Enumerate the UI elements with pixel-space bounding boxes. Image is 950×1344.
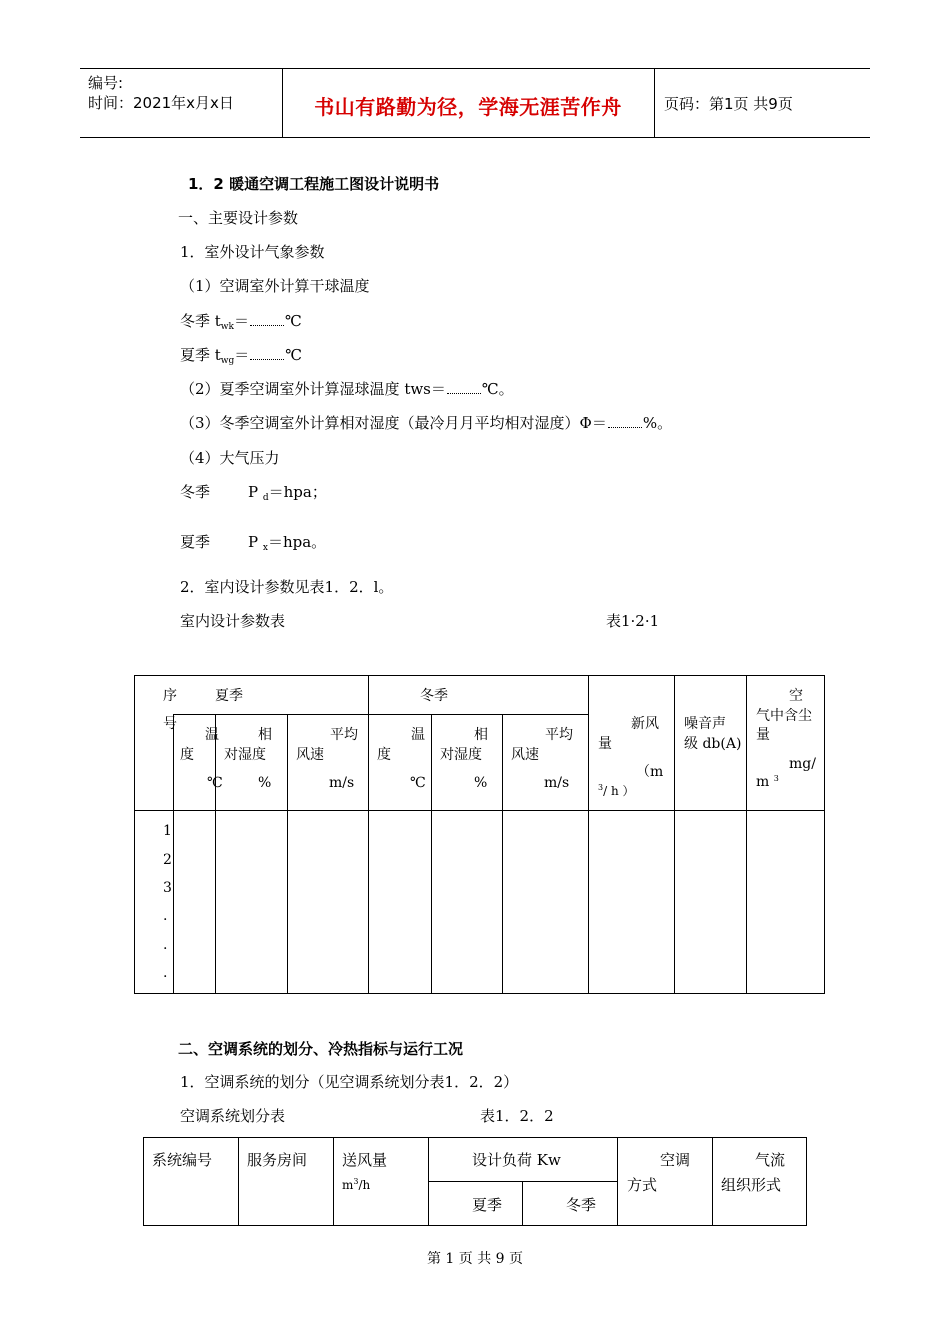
- table-number: 表1·2·1: [606, 612, 660, 630]
- table-border: [143, 1137, 144, 1226]
- col-header-dust: 量: [756, 727, 770, 743]
- col-header-airflow: 气流: [755, 1151, 786, 1169]
- col-header-temp: 温: [205, 727, 219, 743]
- col-header-wind: 风速: [511, 747, 539, 763]
- table-border: [333, 1137, 334, 1226]
- col-header-temp: 度: [180, 747, 194, 763]
- header-divider: [654, 69, 655, 137]
- blank-field: [250, 315, 284, 326]
- row-number: 3: [163, 880, 172, 896]
- table-border: [588, 675, 589, 994]
- col-header-dust-unit: m $^3$: [756, 774, 779, 790]
- table-border: [368, 675, 369, 994]
- wet-bulb-line: （2）夏季空调室外计算湿球温度 tws＝ ℃。: [180, 380, 514, 398]
- col-header-ac-mode: 方式: [627, 1176, 658, 1194]
- paragraph: （1）空调室外计算干球温度: [180, 277, 370, 295]
- table-border: [674, 675, 675, 994]
- table-border: [502, 714, 503, 994]
- pressure-winter-label: 冬季: [180, 483, 211, 501]
- table-border: [173, 714, 589, 715]
- col-header-fresh-air: 量: [598, 736, 612, 752]
- col-header-wind: 风速: [296, 747, 324, 763]
- row-number: .: [163, 908, 168, 924]
- header-motto: 书山有路勤为径，学海无涯苦作舟: [314, 95, 622, 119]
- doc-code-label: 编号:: [88, 74, 124, 92]
- header-page-number: 页码：第1页 共9页: [664, 95, 793, 113]
- winter-dry-bulb-line: 冬季 $t_{wk}=$ ℃: [180, 312, 302, 332]
- doc-time-label: 时间：2021年x月x日: [88, 94, 234, 112]
- doc-title: 1．2 暖通空调工程施工图设计说明书: [188, 175, 440, 193]
- col-header-seq: 序: [163, 688, 177, 704]
- table-border: [617, 1137, 618, 1226]
- col-header-temp-unit: ℃: [410, 775, 426, 791]
- col-header-temp-unit: ℃: [207, 775, 223, 791]
- header-meta: [88, 73, 234, 113]
- table-border: [134, 993, 825, 994]
- table-border: [522, 1181, 523, 1226]
- pressure-winter-value: P $_d$＝hpa；: [248, 483, 327, 503]
- table-border: [134, 675, 825, 676]
- col-header-rh-unit: %: [474, 775, 488, 791]
- table-border: [428, 1137, 429, 1226]
- col-header-supply-air-unit: $m^3/h$: [342, 1177, 371, 1192]
- section-heading: 一、主要设计参数: [178, 209, 299, 227]
- col-header-rh: 相: [474, 727, 488, 743]
- table-border: [238, 1137, 239, 1226]
- col-header-supply-air: 送风量: [342, 1151, 388, 1169]
- blank-field: [608, 417, 642, 428]
- col-header-service-room: 服务房间: [247, 1151, 308, 1169]
- table-border: [746, 675, 747, 994]
- col-header-summer: 夏季: [215, 688, 243, 704]
- table-caption: 空调系统划分表: [180, 1107, 286, 1125]
- table-border: [173, 714, 174, 994]
- table-border: [143, 1137, 807, 1138]
- col-header-wind-unit: m/s: [544, 775, 570, 791]
- paragraph: （4）大气压力: [180, 449, 280, 467]
- blank-field: [447, 383, 481, 394]
- col-header-dust-unit: mg/: [789, 756, 816, 772]
- col-header-winter: 冬季: [420, 688, 448, 704]
- col-header-fresh-air: 新风: [631, 716, 659, 732]
- table-border: [287, 714, 288, 994]
- section-heading: 二、空调系统的划分、冷热指标与运行工况: [178, 1040, 464, 1058]
- page-footer: 第 1 页 共 9 页: [426, 1251, 524, 1267]
- table-number: 表1．2．2: [480, 1107, 554, 1125]
- table-border: [431, 714, 432, 994]
- table-border: [215, 714, 216, 994]
- col-header-load-winter: 冬季: [566, 1196, 597, 1214]
- humidity-line: （3）冬季空调室外计算相对湿度（最冷月月平均相对湿度）Φ＝ %。: [180, 414, 673, 432]
- col-header-rh: 对湿度: [440, 747, 482, 763]
- blank-field: [250, 349, 284, 360]
- page-header: [80, 68, 870, 138]
- summer-dry-bulb-line: 夏季 $t_{wg}=$ ℃: [180, 346, 303, 366]
- col-header-wind-unit: m/s: [329, 775, 355, 791]
- table-border: [806, 1137, 807, 1226]
- col-header-seq: 号: [163, 716, 177, 732]
- col-header-ac-mode: 空调: [660, 1151, 691, 1169]
- col-header-rh: 相: [258, 727, 272, 743]
- col-header-noise: 噪音声: [684, 716, 726, 732]
- row-number: 1: [163, 823, 172, 839]
- col-header-rh: 对湿度: [224, 747, 266, 763]
- col-header-dust: 气中含尘: [756, 708, 812, 724]
- subsection-heading: 1．室外设计气象参数: [180, 243, 325, 261]
- col-header-noise: 级 db(A): [684, 736, 742, 752]
- col-header-wind: 平均: [545, 727, 573, 743]
- col-header-load-summer: 夏季: [472, 1196, 503, 1214]
- table-border: [824, 675, 825, 994]
- row-number: .: [163, 965, 168, 981]
- col-header-fresh-air-unit: （m: [636, 764, 664, 780]
- subsection-heading: 1．空调系统的划分（见空调系统划分表1．2．2）: [180, 1073, 519, 1091]
- table-border: [712, 1137, 713, 1226]
- col-header-dust: 空: [789, 688, 803, 704]
- col-header-temp: 温: [411, 727, 425, 743]
- col-header-system-no: 系统编号: [152, 1151, 213, 1169]
- table-border: [134, 810, 825, 811]
- col-header-wind: 平均: [330, 727, 358, 743]
- table-border: [428, 1181, 618, 1182]
- table-border: [143, 1225, 807, 1226]
- col-header-fresh-air-unit: $^3$/ h ）: [598, 783, 635, 798]
- col-header-rh-unit: %: [258, 775, 272, 791]
- subsection-heading: 2．室内设计参数见表1．2．l。: [180, 578, 394, 596]
- pressure-summer-value: P $_x$＝hpa。: [248, 533, 327, 553]
- row-number: 2: [163, 852, 172, 868]
- pressure-summer-label: 夏季: [180, 533, 211, 551]
- table-caption: 室内设计参数表: [180, 612, 286, 630]
- table-border: [134, 675, 135, 994]
- row-number: .: [163, 937, 168, 953]
- col-header-temp: 度: [377, 747, 391, 763]
- col-header-airflow: 组织形式: [721, 1176, 782, 1194]
- col-header-design-load: 设计负荷 Kw: [472, 1151, 561, 1169]
